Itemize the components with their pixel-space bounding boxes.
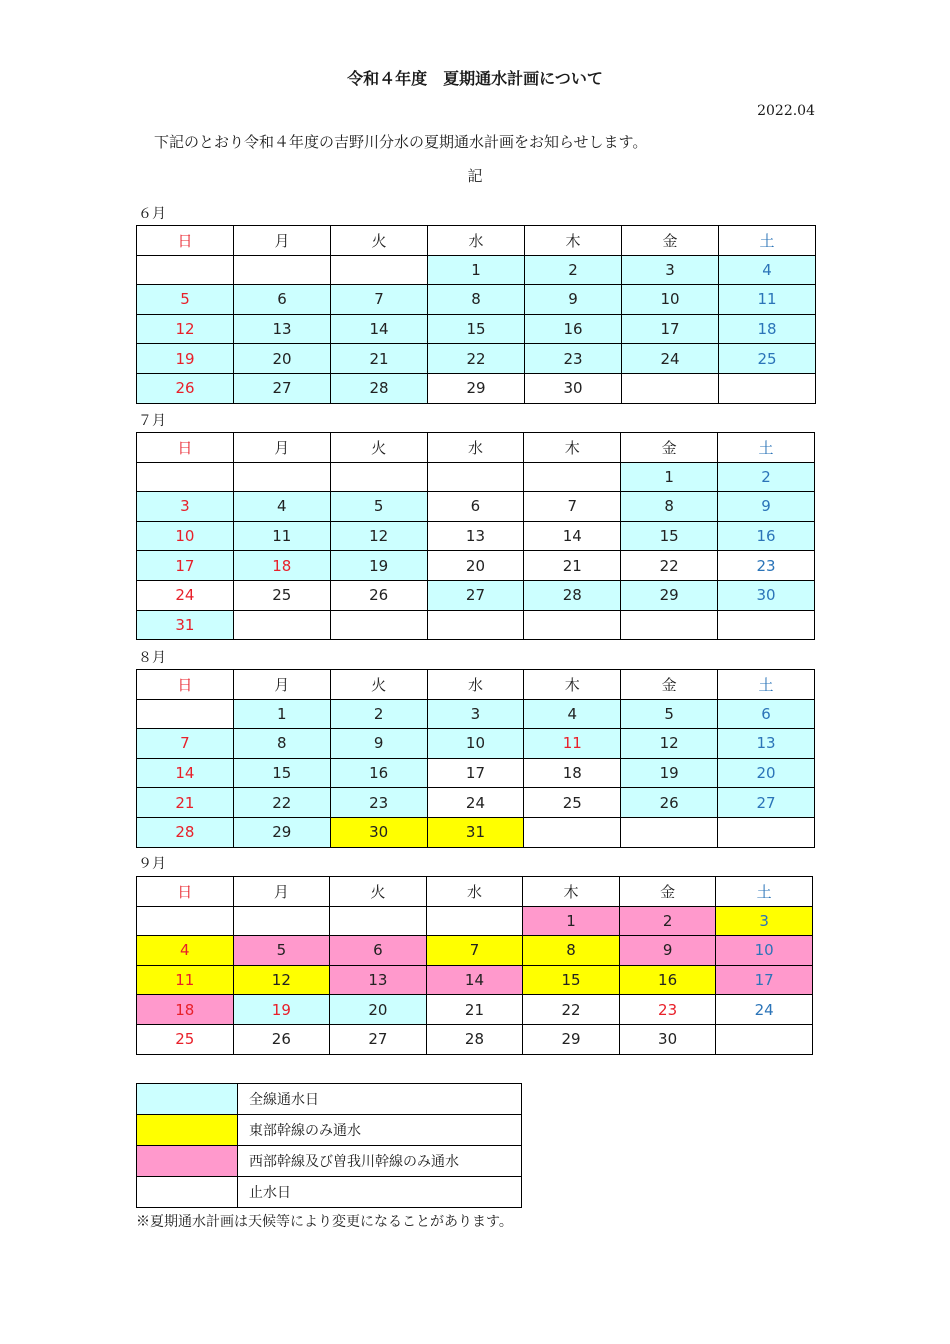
day-cell — [137, 906, 234, 936]
day-cell: 10 — [622, 285, 719, 315]
day-cell — [233, 462, 330, 492]
day-cell: 14 — [426, 965, 523, 995]
day-cell: 7 — [137, 729, 234, 759]
weekday-header: 金 — [621, 433, 718, 463]
day-cell: 31 — [137, 610, 234, 640]
weekday-header: 月 — [233, 877, 330, 907]
day-cell: 5 — [330, 492, 427, 522]
week-row — [137, 580, 815, 610]
weekday-header: 土 — [718, 670, 815, 700]
day-cell: 3 — [137, 492, 234, 522]
day-cell — [719, 373, 816, 403]
legend-label-east: 東部幹線のみ通水 — [238, 1115, 522, 1146]
legend-swatch-east — [137, 1115, 238, 1146]
day-cell: 25 — [137, 1024, 234, 1054]
day-cell: 1 — [523, 906, 620, 936]
day-cell: 8 — [621, 492, 718, 522]
day-cell: 19 — [233, 995, 330, 1025]
day-cell: 20 — [330, 995, 427, 1025]
day-cell: 12 — [233, 965, 330, 995]
day-cell: 4 — [524, 699, 621, 729]
weekday-header: 土 — [718, 433, 815, 463]
week-row — [137, 551, 815, 581]
weekday-header: 土 — [716, 877, 813, 907]
day-cell: 23 — [330, 788, 427, 818]
day-cell: 30 — [330, 817, 427, 847]
weekday-header: 火 — [330, 877, 427, 907]
day-cell: 15 — [428, 314, 525, 344]
day-cell — [524, 610, 621, 640]
month-label-september: ９月 — [138, 856, 166, 872]
legend-row-west — [137, 1146, 522, 1177]
calendar-june — [136, 225, 816, 404]
week-row — [137, 373, 816, 403]
month-label-july: ７月 — [138, 413, 166, 429]
intro-text: 下記のとおり令和４年度の吉野川分水の夏期通水計画をお知らせします。 — [154, 133, 648, 151]
day-cell: 27 — [330, 1024, 427, 1054]
day-cell: 4 — [233, 492, 330, 522]
day-cell: 18 — [233, 551, 330, 581]
day-cell: 8 — [523, 936, 620, 966]
ki-heading: 記 — [467, 167, 483, 185]
day-cell: 13 — [427, 521, 524, 551]
day-cell: 24 — [137, 580, 234, 610]
day-cell: 26 — [330, 580, 427, 610]
weekday-header: 水 — [426, 877, 523, 907]
day-cell: 27 — [234, 373, 331, 403]
day-cell: 7 — [524, 492, 621, 522]
day-cell: 28 — [137, 817, 234, 847]
legend-row-none — [137, 1177, 522, 1208]
day-cell: 10 — [716, 936, 813, 966]
day-cell: 22 — [428, 344, 525, 374]
day-cell: 13 — [234, 314, 331, 344]
day-cell — [330, 906, 427, 936]
footnote: ※夏期通水計画は天候等により変更になることがあります。 — [136, 1214, 513, 1230]
day-cell: 23 — [619, 995, 716, 1025]
day-cell: 4 — [137, 936, 234, 966]
day-cell: 8 — [428, 285, 525, 315]
day-cell: 20 — [234, 344, 331, 374]
weekday-header: 月 — [233, 670, 330, 700]
day-cell: 14 — [524, 521, 621, 551]
week-row — [137, 936, 813, 966]
day-cell: 10 — [427, 729, 524, 759]
day-cell — [137, 699, 234, 729]
legend-label-west: 西部幹線及び曽我川幹線のみ通水 — [238, 1146, 522, 1177]
week-row — [137, 344, 816, 374]
day-cell: 18 — [719, 314, 816, 344]
day-cell: 10 — [137, 521, 234, 551]
day-cell: 2 — [619, 906, 716, 936]
day-cell: 6 — [234, 285, 331, 315]
day-cell: 24 — [427, 788, 524, 818]
legend-row-all — [137, 1084, 522, 1115]
day-cell — [234, 255, 331, 285]
day-cell: 16 — [718, 521, 815, 551]
day-cell: 17 — [716, 965, 813, 995]
legend-label-all: 全線通水日 — [238, 1084, 522, 1115]
day-cell: 15 — [233, 758, 330, 788]
day-cell: 6 — [427, 492, 524, 522]
day-cell: 21 — [137, 788, 234, 818]
day-cell: 9 — [525, 285, 622, 315]
week-row — [137, 995, 813, 1025]
day-cell: 18 — [137, 995, 234, 1025]
day-cell: 11 — [524, 729, 621, 759]
day-cell: 7 — [331, 285, 428, 315]
weekday-header: 月 — [234, 226, 331, 256]
day-cell — [137, 462, 234, 492]
day-cell: 25 — [524, 788, 621, 818]
day-cell: 17 — [622, 314, 719, 344]
weekday-header: 木 — [525, 226, 622, 256]
day-cell: 29 — [428, 373, 525, 403]
day-cell — [330, 610, 427, 640]
day-cell: 30 — [718, 580, 815, 610]
day-cell: 17 — [427, 758, 524, 788]
weekday-header-row — [137, 226, 816, 256]
legend-swatch-west — [137, 1146, 238, 1177]
week-row — [137, 610, 815, 640]
day-cell — [524, 462, 621, 492]
day-cell: 29 — [523, 1024, 620, 1054]
day-cell: 12 — [330, 521, 427, 551]
day-cell — [426, 906, 523, 936]
day-cell: 2 — [718, 462, 815, 492]
week-row — [137, 492, 815, 522]
day-cell: 2 — [330, 699, 427, 729]
day-cell — [427, 610, 524, 640]
day-cell: 24 — [622, 344, 719, 374]
day-cell — [718, 610, 815, 640]
day-cell: 30 — [619, 1024, 716, 1054]
weekday-header-row — [137, 877, 813, 907]
day-cell: 1 — [233, 699, 330, 729]
week-row — [137, 699, 815, 729]
day-cell: 22 — [523, 995, 620, 1025]
day-cell: 11 — [233, 521, 330, 551]
day-cell: 6 — [330, 936, 427, 966]
day-cell: 9 — [718, 492, 815, 522]
month-label-august: ８月 — [138, 650, 166, 666]
weekday-header-row — [137, 670, 815, 700]
legend-swatch-none — [137, 1177, 238, 1208]
day-cell — [137, 255, 234, 285]
day-cell: 3 — [716, 906, 813, 936]
weekday-header: 金 — [619, 877, 716, 907]
day-cell: 26 — [233, 1024, 330, 1054]
day-cell: 21 — [524, 551, 621, 581]
day-cell — [621, 610, 718, 640]
month-label-june: ６月 — [138, 206, 166, 222]
day-cell: 26 — [137, 373, 234, 403]
weekday-header: 木 — [523, 877, 620, 907]
day-cell: 29 — [233, 817, 330, 847]
weekday-header: 月 — [233, 433, 330, 463]
day-cell: 15 — [523, 965, 620, 995]
day-cell: 23 — [525, 344, 622, 374]
day-cell: 30 — [525, 373, 622, 403]
calendar-september — [136, 876, 813, 1055]
day-cell: 28 — [426, 1024, 523, 1054]
weekday-header: 日 — [137, 433, 234, 463]
weekday-header: 水 — [427, 433, 524, 463]
day-cell: 12 — [621, 729, 718, 759]
day-cell — [524, 817, 621, 847]
legend-row-east — [137, 1115, 522, 1146]
day-cell — [233, 610, 330, 640]
day-cell — [622, 373, 719, 403]
day-cell: 12 — [137, 314, 234, 344]
day-cell: 5 — [621, 699, 718, 729]
day-cell: 25 — [719, 344, 816, 374]
weekday-header: 木 — [524, 670, 621, 700]
day-cell: 27 — [427, 580, 524, 610]
weekday-header: 日 — [137, 877, 234, 907]
day-cell: 6 — [718, 699, 815, 729]
day-cell — [718, 817, 815, 847]
weekday-header: 水 — [428, 226, 525, 256]
calendar-july — [136, 432, 815, 640]
day-cell: 5 — [233, 936, 330, 966]
day-cell: 3 — [622, 255, 719, 285]
day-cell: 9 — [619, 936, 716, 966]
day-cell — [330, 462, 427, 492]
day-cell: 11 — [719, 285, 816, 315]
day-cell: 16 — [525, 314, 622, 344]
weekday-header-row — [137, 433, 815, 463]
day-cell: 21 — [426, 995, 523, 1025]
day-cell: 17 — [137, 551, 234, 581]
day-cell: 29 — [621, 580, 718, 610]
day-cell: 5 — [137, 285, 234, 315]
day-cell: 1 — [621, 462, 718, 492]
day-cell: 20 — [718, 758, 815, 788]
day-cell: 22 — [233, 788, 330, 818]
page-title: 令和４年度 夏期通水計画について — [347, 69, 603, 88]
day-cell — [621, 817, 718, 847]
week-row — [137, 462, 815, 492]
day-cell: 8 — [233, 729, 330, 759]
weekday-header: 土 — [719, 226, 816, 256]
week-row — [137, 521, 815, 551]
day-cell: 28 — [331, 373, 428, 403]
day-cell: 19 — [330, 551, 427, 581]
legend-label-none: 止水日 — [238, 1177, 522, 1208]
day-cell: 7 — [426, 936, 523, 966]
legend-table — [136, 1083, 522, 1208]
day-cell: 15 — [621, 521, 718, 551]
day-cell: 2 — [525, 255, 622, 285]
day-cell: 27 — [718, 788, 815, 818]
week-row — [137, 965, 813, 995]
day-cell — [331, 255, 428, 285]
week-row — [137, 314, 816, 344]
day-cell: 18 — [524, 758, 621, 788]
day-cell: 25 — [233, 580, 330, 610]
day-cell — [233, 906, 330, 936]
day-cell: 11 — [137, 965, 234, 995]
weekday-header: 火 — [330, 670, 427, 700]
weekday-header: 日 — [137, 670, 234, 700]
day-cell: 16 — [330, 758, 427, 788]
weekday-header: 金 — [622, 226, 719, 256]
day-cell: 31 — [427, 817, 524, 847]
day-cell: 22 — [621, 551, 718, 581]
week-row — [137, 729, 815, 759]
day-cell: 19 — [137, 344, 234, 374]
day-cell: 24 — [716, 995, 813, 1025]
day-cell: 9 — [330, 729, 427, 759]
document-date: 2022.04 — [757, 103, 815, 119]
day-cell — [427, 462, 524, 492]
day-cell: 23 — [718, 551, 815, 581]
day-cell: 14 — [331, 314, 428, 344]
weekday-header: 金 — [621, 670, 718, 700]
day-cell — [716, 1024, 813, 1054]
day-cell: 14 — [137, 758, 234, 788]
day-cell: 13 — [330, 965, 427, 995]
legend-swatch-all — [137, 1084, 238, 1115]
weekday-header: 日 — [137, 226, 234, 256]
calendar-august — [136, 669, 815, 848]
day-cell: 26 — [621, 788, 718, 818]
weekday-header: 木 — [524, 433, 621, 463]
week-row — [137, 758, 815, 788]
week-row — [137, 817, 815, 847]
day-cell: 28 — [524, 580, 621, 610]
weekday-header: 火 — [331, 226, 428, 256]
day-cell: 13 — [718, 729, 815, 759]
week-row — [137, 906, 813, 936]
day-cell: 1 — [428, 255, 525, 285]
day-cell: 20 — [427, 551, 524, 581]
day-cell: 16 — [619, 965, 716, 995]
week-row — [137, 788, 815, 818]
weekday-header: 火 — [330, 433, 427, 463]
week-row — [137, 1024, 813, 1054]
day-cell: 4 — [719, 255, 816, 285]
day-cell: 3 — [427, 699, 524, 729]
day-cell: 19 — [621, 758, 718, 788]
week-row — [137, 285, 816, 315]
day-cell: 21 — [331, 344, 428, 374]
week-row — [137, 255, 816, 285]
weekday-header: 水 — [427, 670, 524, 700]
